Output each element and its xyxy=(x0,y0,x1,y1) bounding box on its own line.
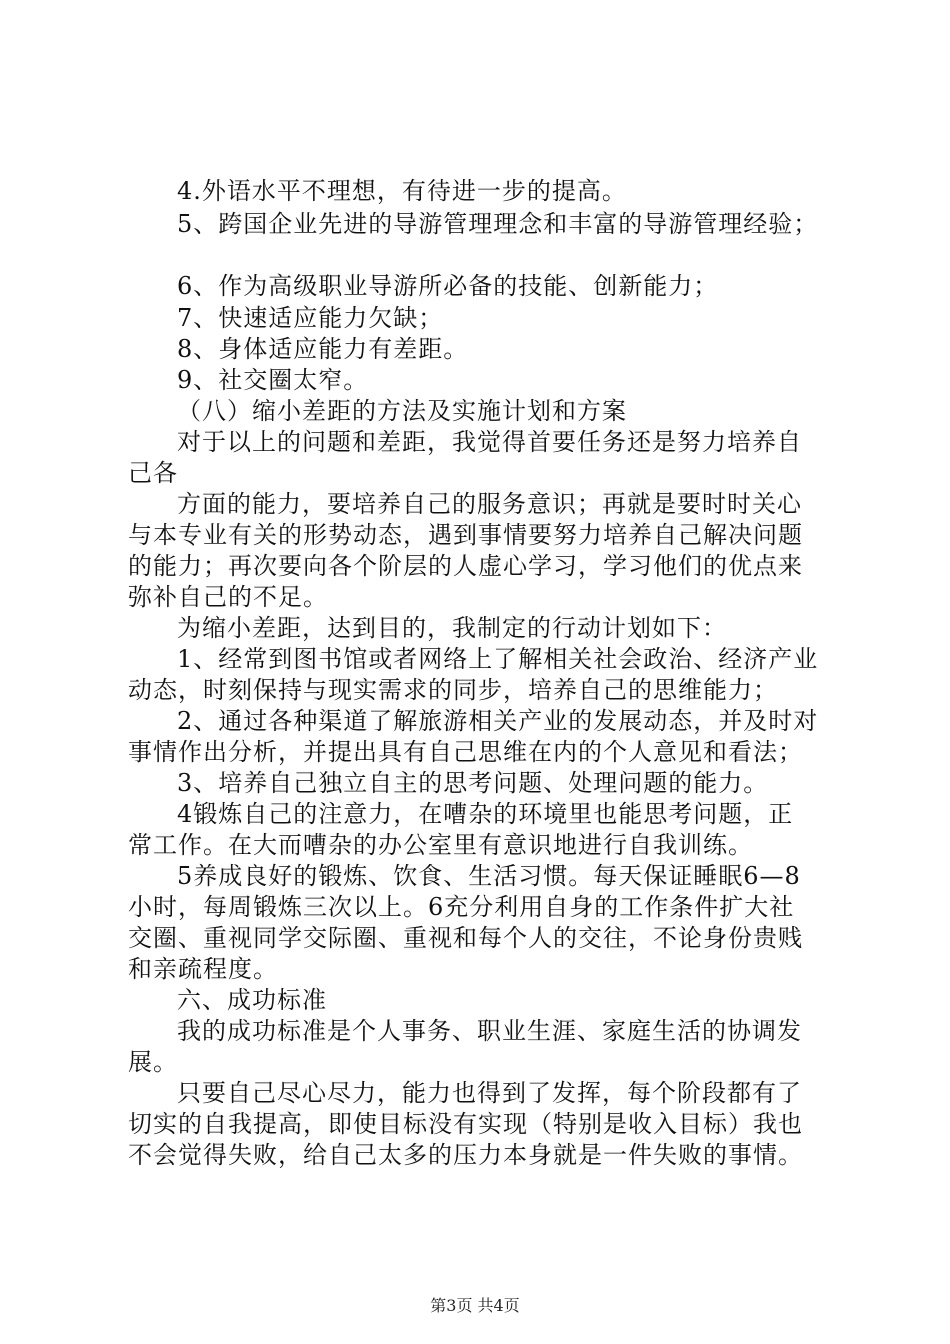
page-number-footer: 第3页 共4页 xyxy=(430,1296,520,1315)
text-line: 小时，每周锻炼三次以上。6充分利用自身的工作条件扩大社 xyxy=(128,893,795,921)
text-line: 6、作为高级职业导游所必备的技能、创新能力； xyxy=(177,272,719,300)
text-line: 不会觉得失败，给自己太多的压力本身就是一件失败的事情。 xyxy=(128,1141,803,1169)
text-line: 对于以上的问题和差距，我觉得首要任务还是努力培养自 xyxy=(177,428,802,456)
text-line: 我的成功标准是个人事务、职业生涯、家庭生活的协调发 xyxy=(177,1017,802,1045)
text-line: 动态，时刻保持与现实需求的同步，培养自己的思维能力； xyxy=(128,676,778,704)
text-line: 2、通过各种渠道了解旅游相关产业的发展动态，并及时对 xyxy=(177,707,819,735)
text-line: 与本专业有关的形势动态，遇到事情要努力培养自己解决问题 xyxy=(128,521,803,549)
text-line: 常工作。在大而嘈杂的办公室里有意识地进行自我训练。 xyxy=(128,831,753,859)
text-line: 4.外语水平不理想，有待进一步的提高。 xyxy=(177,177,627,205)
section-heading: 六、成功标准 xyxy=(177,986,327,1014)
text-line: 为缩小差距，达到目的，我制定的行动计划如下： xyxy=(177,614,727,642)
text-line: 4锻炼自己的注意力，在嘈杂的环境里也能思考问题，正 xyxy=(177,800,794,828)
text-line: 方面的能力，要培养自己的服务意识；再就是要时时关心 xyxy=(177,490,802,518)
text-line: 的能力；再次要向各个阶层的人虚心学习，学习他们的优点来 xyxy=(128,552,803,580)
text-line: 1、经常到图书馆或者网络上了解相关社会政治、经济产业 xyxy=(177,645,819,673)
text-line: 切实的自我提高，即使目标没有实现（特别是收入目标）我也 xyxy=(128,1110,803,1138)
text-line: 7、快速适应能力欠缺； xyxy=(177,304,444,332)
text-line: 3、培养自己独立自主的思考问题、处理问题的能力。 xyxy=(177,769,769,797)
text-line: 己各 xyxy=(128,459,178,487)
text-line: 5养成良好的锻炼、饮食、生活习惯。每天保证睡眠6—8 xyxy=(177,862,801,890)
text-line: 只要自己尽心尽力，能力也得到了发挥，每个阶段都有了 xyxy=(177,1079,802,1107)
text-line: 事情作出分析，并提出具有自己思维在内的个人意见和看法； xyxy=(128,738,803,766)
text-line: 弥补自己的不足。 xyxy=(128,583,328,611)
text-line: 和亲疏程度。 xyxy=(128,955,278,983)
text-line: 8、身体适应能力有差距。 xyxy=(177,335,469,363)
text-line: 交圈、重视同学交际圈、重视和每个人的交往，不论身份贵贱 xyxy=(128,924,803,952)
text-line: 展。 xyxy=(128,1048,178,1076)
text-line: 9、社交圈太窄。 xyxy=(177,366,369,394)
section-heading: （八）缩小差距的方法及实施计划和方案 xyxy=(177,397,627,425)
text-line: 5、跨国企业先进的导游管理理念和丰富的导游管理经验； xyxy=(177,210,819,238)
